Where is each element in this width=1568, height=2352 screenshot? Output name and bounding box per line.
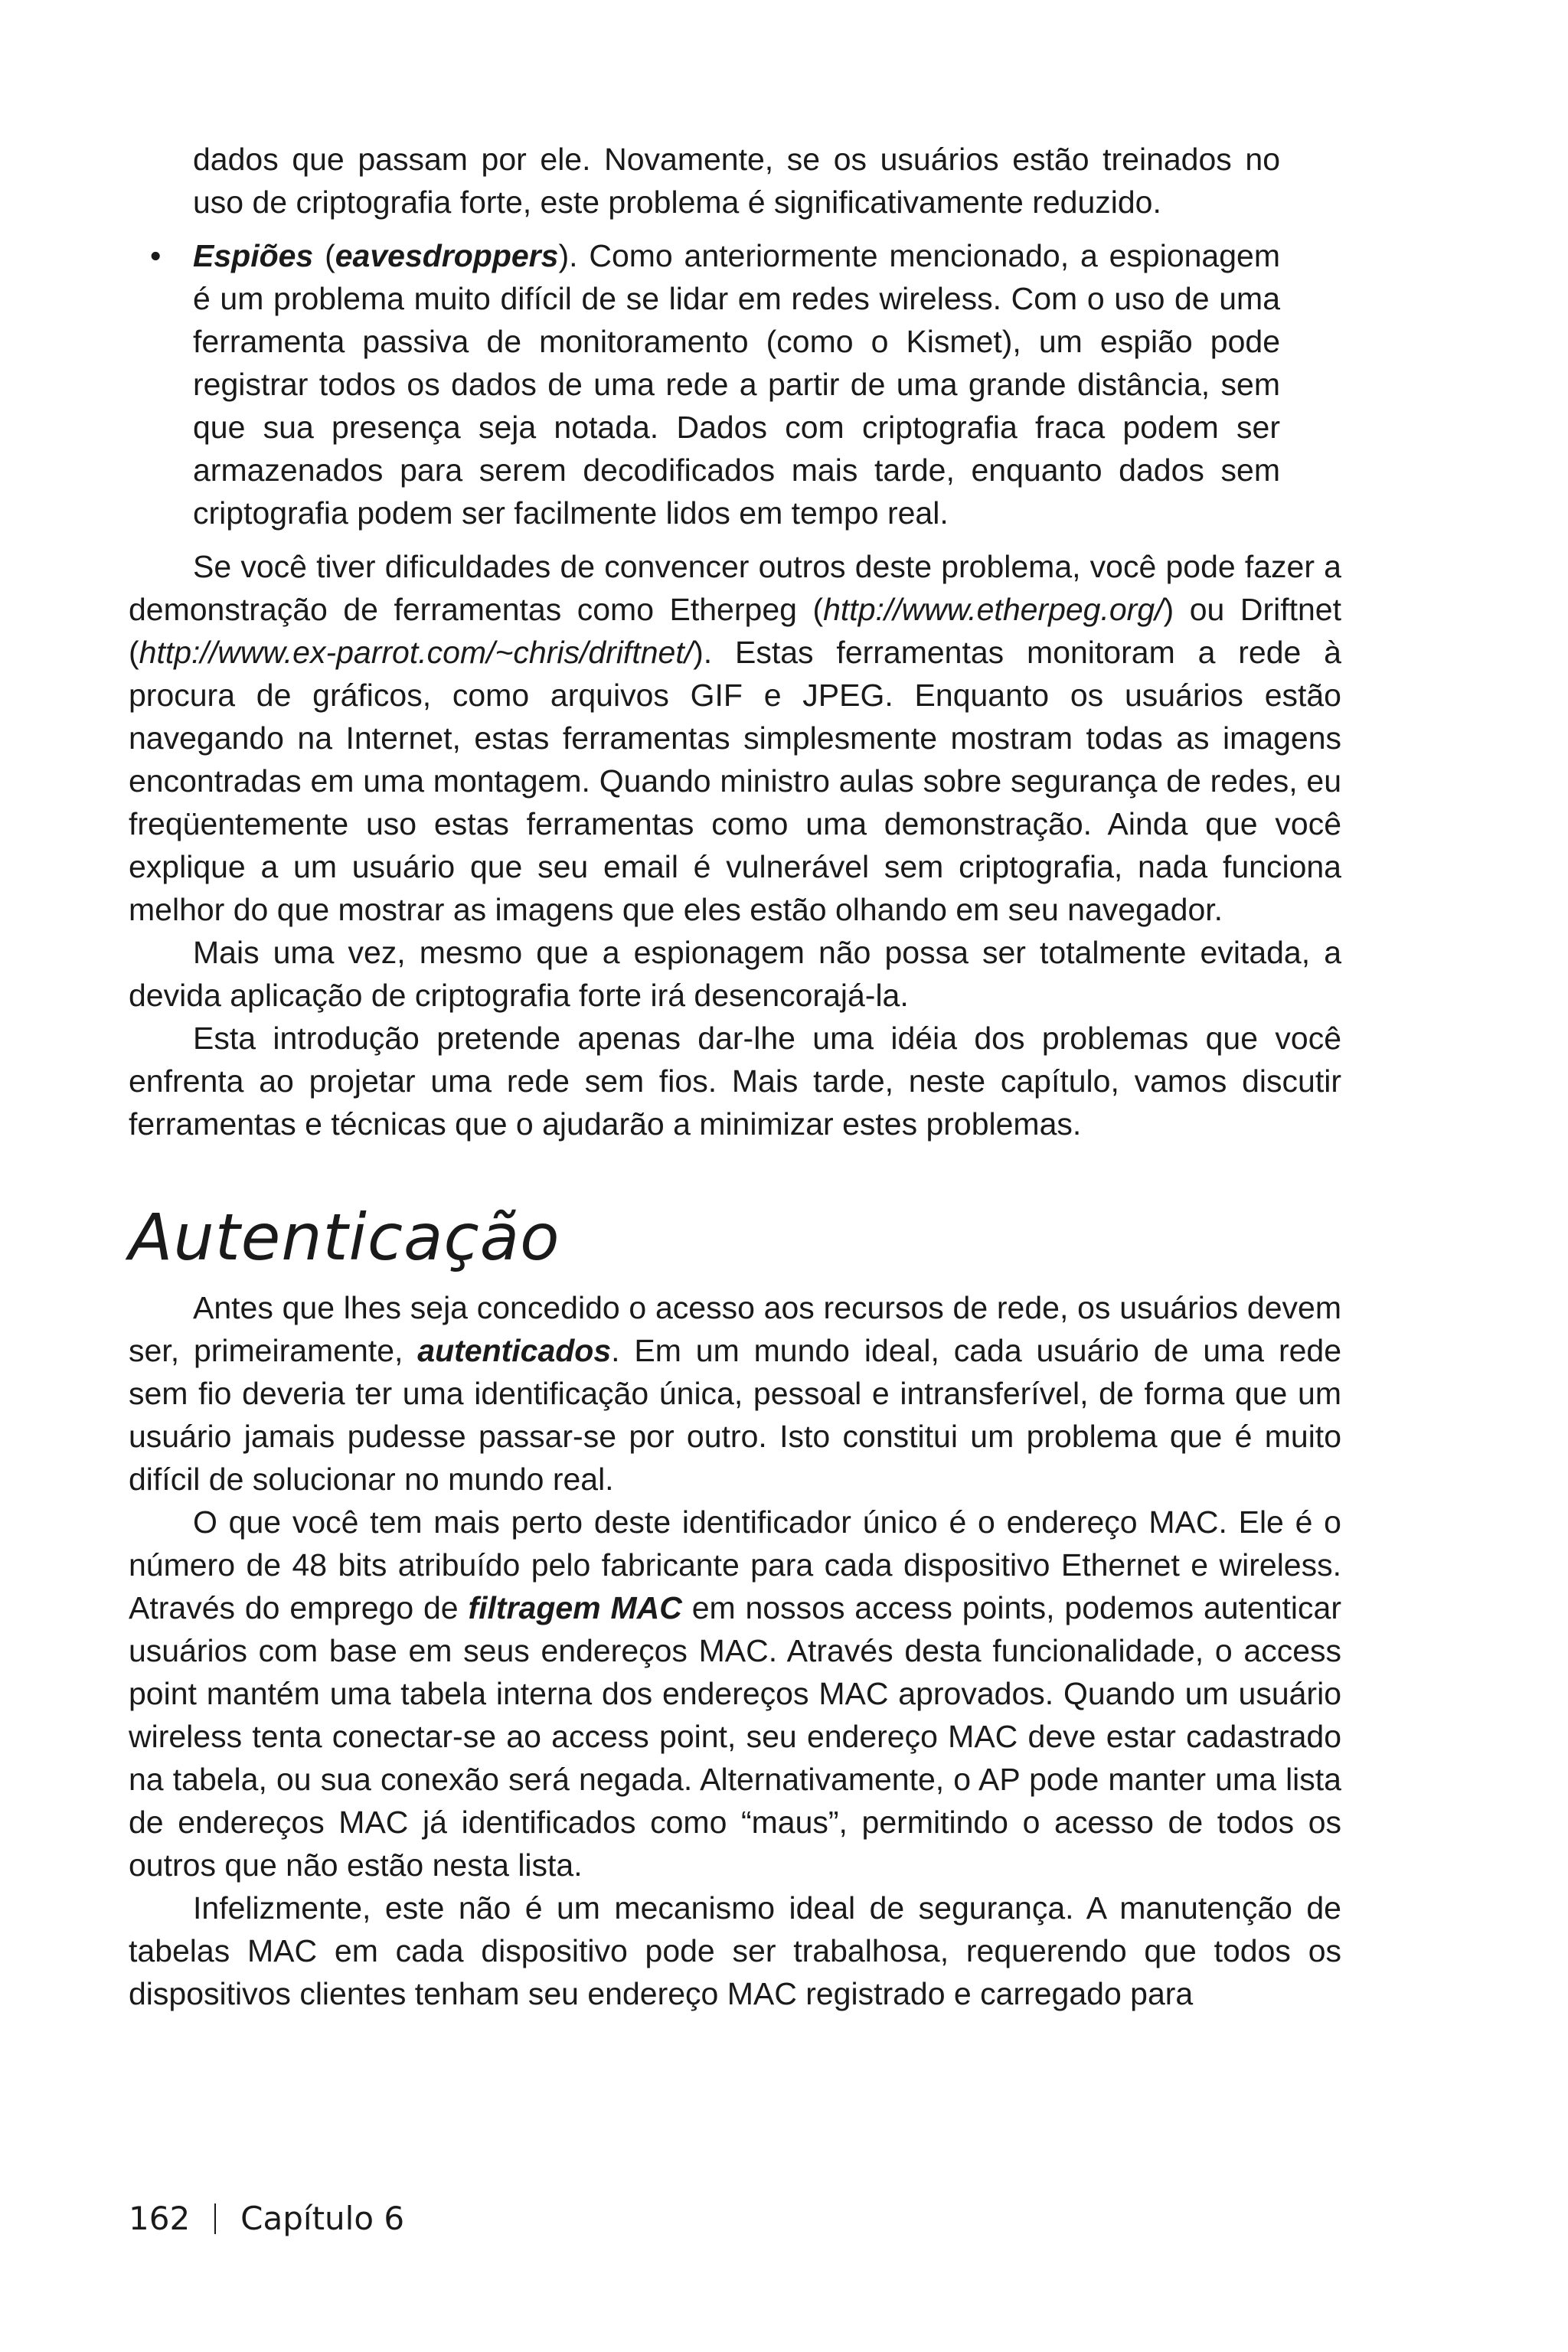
- paragraph-demonstration: [129, 545, 1341, 931]
- continuation-paragraph: dados que passam por ele. Novamente, se os usuários estão treinados no uso de criptografia forte, este problema é significativamente reduzido.: [193, 142, 1280, 220]
- paragraph-text: em nossos access points, podemos autenticar usuários com base em seus endereços MAC. Através desta funcionalidade, o access point mantém uma tabela interna dos endereços MAC aprovados. Quando um usuário wireless tenta conectar-se ao access point, seu endereço MAC deve estar cadastrado na tabela, ou sua conexão será negada. Alternativamente, o AP pode manter uma lista de endereços MAC já identificados como “maus”, permitindo o acesso de todos os outros que não estão nesta lista.: [129, 1590, 1341, 1883]
- paragraph-text: ). Estas ferramentas monitoram a rede à procura de gráficos, como arquivos GIF e JPEG. Enquanto os usuários estão navegando na Internet, estas ferramentas simplesmente mostram todas as imagens encontradas em uma montagem. Quando ministro aulas sobre segurança de redes, eu freqüentemente uso estas ferramentas como uma demonstração. Ainda que você explique a um usuário que seu email é vulnerável sem criptografia, nada funciona melhor do que mostrar as imagens que eles estão olhando em seu navegador.: [129, 635, 1341, 927]
- etherpeg-link: http://www.etherpeg.org/: [823, 592, 1164, 627]
- paragraph-text: Se você tiver dificuldades de convencer outros deste problema, você pode fazer a demonstração de ferramentas como Etherpeg (: [129, 549, 1341, 627]
- paragraph-authentication-intro: [129, 1286, 1341, 1501]
- page-number: 162: [129, 2200, 191, 2237]
- page-footer: [129, 2197, 404, 2240]
- footer-separator: [214, 2203, 216, 2234]
- bullet-paren-open: (: [313, 238, 335, 273]
- chapter-label: Capítulo 6: [240, 2200, 405, 2237]
- paragraph-introduction-summary: Esta introdução pretende apenas dar-lhe uma idéia dos problemas que você enfrenta ao projetar uma rede sem fios. Mais tarde, neste capítulo, vamos discutir ferramentas e técnicas que o ajudarão a minimizar estes problemas.: [129, 1021, 1341, 1142]
- emphasis-term: autenticados: [417, 1333, 612, 1368]
- page-body: [129, 138, 1341, 2015]
- bullet-paren-close: ).: [558, 238, 578, 273]
- bullet-term-en: eavesdroppers: [335, 238, 559, 273]
- paragraph-mac-address: [129, 1501, 1341, 1886]
- paragraph-text: ) ou Driftnet (: [129, 592, 1341, 670]
- paragraph-mac-limitations: Infelizmente, este não é um mecanismo ideal de segurança. A manutenção de tabelas MAC em cada dispositivo pode ser trabalhosa, requerendo que todos os dispositivos clientes tenham seu endereço MAC registrado e carregado para: [129, 1890, 1341, 2011]
- paragraph-text: Antes que lhes seja concedido o acesso aos recursos de rede, os usuários devem ser, primeiramente,: [129, 1290, 1341, 1368]
- paragraph-text: O que você tem mais perto deste identificador único é o endereço MAC. Ele é o número de 48 bits atribuído pelo fabricante para cada dispositivo Ethernet e wireless. Através do emprego de: [129, 1504, 1341, 1625]
- driftnet-link: http://www.ex-parrot.com/~chris/driftnet/: [139, 635, 694, 670]
- paragraph-eavesdropping-avoidance: Mais uma vez, mesmo que a espionagem não possa ser totalmente evitada, a devida aplicação de criptografia forte irá desencorajá-la.: [129, 935, 1341, 1013]
- bullet-icon: •: [150, 238, 162, 273]
- list-item: [150, 234, 1280, 534]
- bullet-text: Como anteriormente mencionado, a espionagem é um problema muito difícil de se lidar em redes wireless. Com o uso de uma ferramenta passiva de monitoramento (como o Kismet), um espião pode registrar todos os dados de uma rede a partir de uma grande distância, sem que sua presença seja notada. Dados com criptografia fraca podem ser armazenados para serem decodificados mais tarde, enquanto dados sem criptografia podem ser facilmente lidos em tempo real.: [193, 238, 1280, 531]
- bullet-continuation: [129, 138, 1341, 534]
- bullet-list: [150, 234, 1341, 534]
- paragraph-text: . Em um mundo ideal, cada usuário de uma rede sem fio deveria ter uma identificação única, pessoal e intransferível, de forma que um usuário jamais pudesse passar-se por outro. Isto constitui um problema que é muito difícil de solucionar no mundo real.: [129, 1333, 1342, 1497]
- bullet-term: Espiões: [193, 238, 314, 273]
- section-heading: Autenticação: [129, 1200, 560, 1275]
- emphasis-term: filtragem MAC: [468, 1590, 682, 1625]
